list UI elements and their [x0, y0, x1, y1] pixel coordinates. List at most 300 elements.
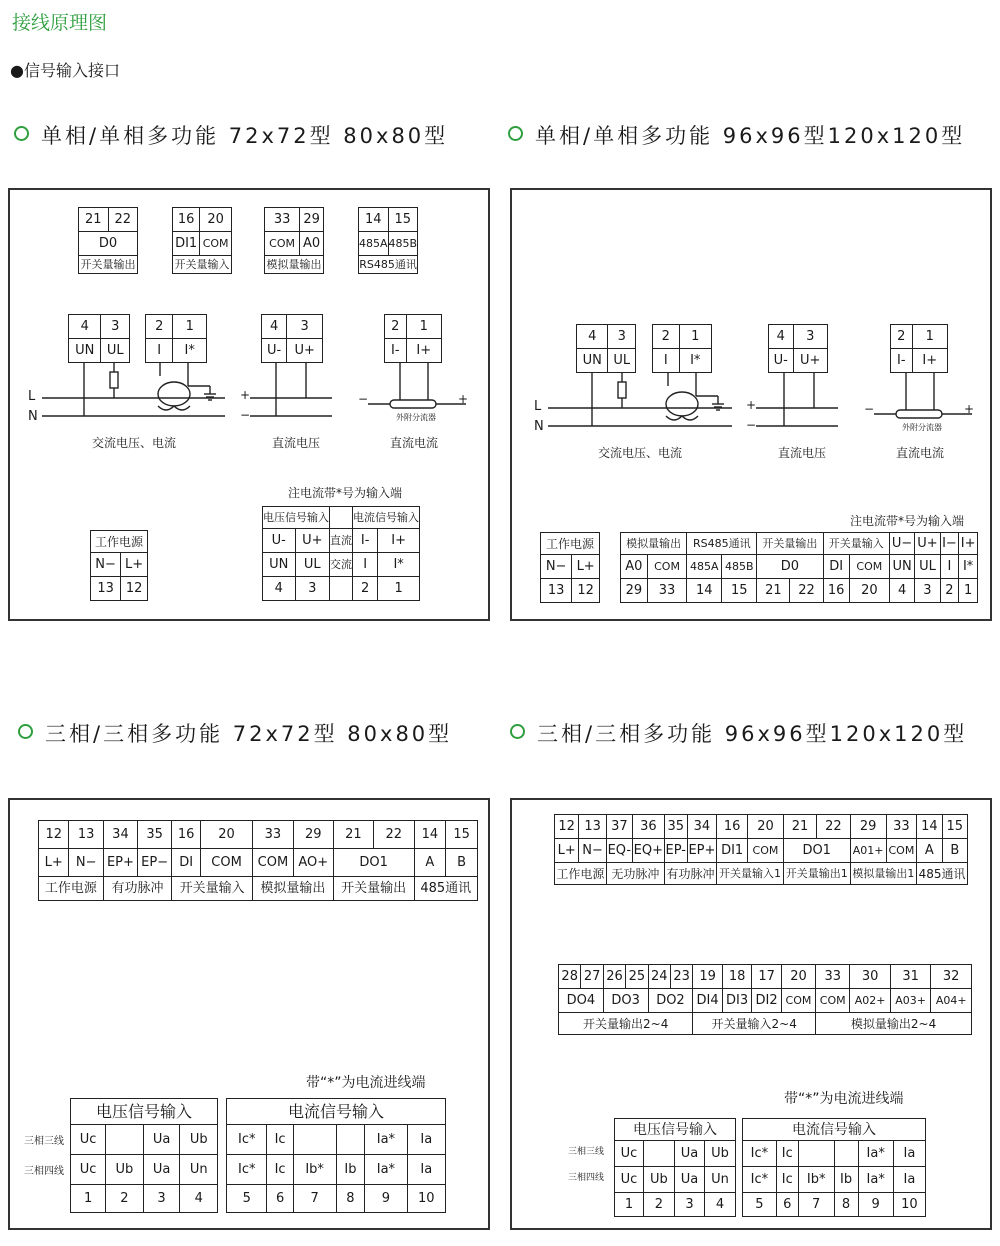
terminal-number: 1 [912, 325, 948, 349]
terminal-number: 12 [572, 579, 600, 603]
terminal-label: Ia* [858, 1141, 893, 1167]
terminal-label: I- [353, 529, 378, 553]
section-heading-4-text: 三相/三相多功能 96x96型120x120型 [537, 722, 968, 746]
signal-input-table [262, 506, 420, 601]
terminal-label: COM [781, 989, 815, 1013]
group-label: 开关量输入2~4 [693, 1013, 816, 1035]
terminal-label: DI2 [752, 989, 782, 1013]
terminal-label: Ia* [365, 1155, 407, 1185]
block-label: 模拟量输出 [265, 256, 324, 274]
caption-dc-voltage: 直流电压 [272, 436, 321, 450]
terminal-number: 20 [748, 815, 784, 839]
terminal-label: N− [69, 849, 103, 877]
circle-bullet-icon [510, 724, 525, 739]
caption-dc-voltage: 直流电压 [778, 446, 827, 460]
minus-label: − [864, 402, 875, 416]
terminal-number: 24 [648, 965, 670, 989]
terminal-label: 485A [359, 232, 389, 256]
terminal-label: U- [262, 339, 287, 363]
plus-label: + [240, 388, 251, 402]
terminal-number: 1 [406, 315, 442, 339]
mode-label: 直流 [330, 529, 353, 553]
voltage-input-table [614, 1118, 736, 1217]
terminal-label [336, 1125, 365, 1155]
terminal-number: 15 [722, 579, 757, 603]
panel-single-phase-96 [510, 188, 992, 621]
terminal-number: 4 [263, 577, 296, 601]
terminal-label: COM [200, 232, 232, 256]
terminal-label: UL [608, 349, 636, 373]
terminal-number: 6 [267, 1185, 293, 1213]
terminal-label: A03+ [890, 989, 931, 1013]
terminal-number: 8 [336, 1185, 365, 1213]
terminal-label: DO2 [648, 989, 693, 1013]
terminal-number: 12 [39, 821, 69, 849]
current-input-header: 电流信号输入 [353, 507, 420, 529]
terminal-number: 6 [776, 1193, 798, 1217]
terminal-number: 34 [103, 821, 137, 849]
terminal-label: I* [378, 553, 420, 577]
terminal-number: 12 [121, 577, 148, 601]
terminal-number: 21 [79, 208, 109, 232]
terminal-label: I− [940, 533, 959, 555]
terminal-label: EP- [664, 839, 687, 863]
terminal-label: 485B [722, 555, 757, 579]
terminal-label: UN [577, 349, 608, 373]
terminal-label: Ic [776, 1167, 798, 1193]
voltage-input-table [70, 1098, 218, 1213]
terminal-label: A0 [300, 232, 324, 256]
terminal-number: 21 [757, 579, 790, 603]
terminal-label: Uc [615, 1167, 644, 1193]
terminal-label: EP− [138, 849, 172, 877]
terminal-label: A02+ [850, 989, 891, 1013]
mode-label: 交流 [330, 553, 353, 577]
terminal-label: U- [769, 349, 794, 373]
terminal-number: 20 [200, 208, 232, 232]
terminal-number: 2 [146, 315, 173, 339]
terminal-number: 4 [705, 1193, 736, 1217]
terminal-label: COM [252, 849, 293, 877]
line-l-label: L [534, 399, 542, 414]
terminal-number: 32 [931, 965, 972, 989]
terminal-label: Ub [705, 1141, 736, 1167]
terminal-label: AO+ [293, 849, 333, 877]
terminal-label [293, 1125, 336, 1155]
terminal-label: L+ [555, 839, 579, 863]
terminal-label: L+ [39, 849, 69, 877]
terminal-label: COM [849, 555, 889, 579]
terminal-label: I+ [378, 529, 420, 553]
current-note: 注电流带*号为输入端 [850, 514, 965, 528]
group-label: 开关量输出1 [783, 863, 850, 885]
terminal-label [834, 1141, 858, 1167]
circle-bullet-icon [508, 126, 523, 141]
terminal-number: 13 [69, 821, 103, 849]
terminal-label: U+ [915, 533, 940, 555]
block-label: 开关量输入 [173, 256, 232, 274]
terminal-label: U- [263, 529, 296, 553]
terminal-number: 3 [143, 1185, 180, 1213]
plus-label: + [964, 402, 975, 416]
terminal-label: Ic [267, 1155, 293, 1185]
terminal-label: COM [201, 849, 253, 877]
terminal-number: 16 [173, 208, 200, 232]
terminal-number: 29 [293, 821, 333, 849]
terminal-label: N− [91, 553, 121, 577]
terminal-label: I- [891, 349, 913, 373]
group-label: 有功脉冲 [103, 877, 171, 901]
terminal-number: 13 [541, 579, 572, 603]
terminal-label: I* [679, 349, 711, 373]
shunt-label: 外附分流器 [396, 413, 436, 422]
terminal-number: 10 [893, 1193, 925, 1217]
current-note: 带“*”为电流进线端 [306, 1075, 426, 1091]
terminal-number: 22 [374, 821, 414, 849]
caption-dc-current: 直流电流 [390, 436, 439, 450]
terminal-label: Ia [407, 1155, 445, 1185]
voltage-input-header: 电压信号输入 [263, 507, 330, 529]
minus-label: − [358, 392, 369, 406]
terminal-label: Ua [674, 1167, 704, 1193]
current-note: 注电流带*号为输入端 [288, 486, 403, 500]
terminal-label: B [942, 839, 967, 863]
terminal-table-top [554, 814, 968, 885]
terminal-number: 30 [850, 965, 891, 989]
terminal-number: 3 [608, 325, 636, 349]
terminal-number: 23 [670, 965, 692, 989]
terminal-label: B [446, 849, 478, 877]
group-label: 模拟量输出1 [850, 863, 917, 885]
terminal-number: 2 [106, 1185, 143, 1213]
terminal-label: L+ [572, 555, 600, 579]
power-supply-table [540, 532, 600, 603]
panel-three-phase-96 [510, 798, 992, 1230]
terminal-label: COM [647, 555, 687, 579]
block-label: 开关量输出 [79, 256, 138, 274]
terminal-number: 20 [781, 965, 815, 989]
section-heading-4 [510, 718, 967, 748]
terminal-label: 485B [388, 232, 418, 256]
terminal-number: 3 [101, 315, 130, 339]
terminal-label: L+ [121, 553, 148, 577]
terminal-number: 20 [201, 821, 253, 849]
group-label: 开关量输入 [172, 877, 253, 901]
terminal-label: EP+ [103, 849, 137, 877]
terminal-label: Un [180, 1155, 218, 1185]
terminal-label: I+ [959, 533, 978, 555]
power-title: 工作电源 [541, 533, 600, 555]
terminal-label: Ic* [743, 1141, 777, 1167]
terminal-number: 27 [581, 965, 603, 989]
terminal-label: U− [889, 533, 914, 555]
terminal-number: 1 [173, 315, 207, 339]
terminal-number: 2 [385, 315, 407, 339]
line-l-label: L [28, 389, 36, 404]
terminal-label: Ia* [858, 1167, 893, 1193]
terminal-label: D0 [757, 555, 823, 579]
terminal-label: DO4 [559, 989, 604, 1013]
terminal-label: Ub [106, 1155, 143, 1185]
group-label: RS485通讯 [687, 533, 757, 555]
terminal-number: 16 [717, 815, 748, 839]
terminal-label: Ib* [293, 1155, 336, 1185]
terminal-label: EQ+ [632, 839, 664, 863]
block-label: RS485通讯 [359, 256, 418, 274]
row-label-3-wire: 三相三线 [568, 1147, 605, 1157]
terminal-number: 16 [823, 579, 849, 603]
terminal-number: 5 [227, 1185, 267, 1213]
terminal-number [330, 577, 353, 601]
terminal-number: 29 [300, 208, 324, 232]
terminal-label: Ia [893, 1141, 925, 1167]
terminal-label: N− [541, 555, 572, 579]
terminal-number: 2 [891, 325, 913, 349]
terminal-number: 37 [606, 815, 632, 839]
terminal-label: DO1 [783, 839, 850, 863]
terminal-label: UL [295, 553, 329, 577]
terminal-number: 2 [653, 325, 680, 349]
current-input-header: 电流信号输入 [743, 1119, 926, 1141]
panel-single-phase-72 [8, 188, 490, 621]
terminal-label: Ia* [365, 1125, 407, 1155]
terminal-number: 33 [886, 815, 917, 839]
page-title: 接线原理图 [12, 12, 108, 34]
terminal-number: 22 [108, 208, 138, 232]
terminal-label: UL [101, 339, 130, 363]
terminal-label: DO1 [333, 849, 414, 877]
minus-label: − [746, 418, 757, 432]
terminal-number: 1 [615, 1193, 644, 1217]
terminal-label: UN [263, 553, 296, 577]
terminal-number: 12 [555, 815, 579, 839]
section-heading-3 [18, 718, 452, 748]
caption-ac: 交流电压、电流 [92, 436, 177, 450]
terminal-number: 28 [559, 965, 581, 989]
terminal-number: 21 [333, 821, 373, 849]
terminal-number: 1 [378, 577, 420, 601]
terminal-number: 33 [252, 821, 293, 849]
row-label-4-wire: 三相四线 [568, 1173, 605, 1183]
row-label-4-wire: 三相四线 [24, 1166, 64, 1177]
section-heading-3-text: 三相/三相多功能 72x72型 80x80型 [45, 722, 453, 746]
terminal-label: Uc [71, 1125, 106, 1155]
terminal-number: 13 [579, 815, 607, 839]
terminal-number: 4 [180, 1185, 218, 1213]
section-heading-2 [508, 120, 965, 150]
terminal-number: 4 [69, 315, 101, 339]
terminal-number: 22 [817, 815, 850, 839]
minus-label: − [240, 408, 251, 422]
terminal-number: 7 [293, 1185, 336, 1213]
terminal-label: UN [889, 555, 914, 579]
terminal-number: 1 [959, 579, 978, 603]
terminal-label: Uc [615, 1141, 644, 1167]
terminal-label: I+ [406, 339, 442, 363]
terminal-label: I+ [912, 349, 948, 373]
terminal-label: U+ [793, 349, 828, 373]
current-input-table [742, 1118, 926, 1217]
terminal-number: 25 [626, 965, 648, 989]
terminal-number: 3 [287, 315, 323, 339]
power-title: 工作电源 [91, 531, 148, 553]
terminal-label: EQ- [606, 839, 632, 863]
terminal-number: 18 [722, 965, 752, 989]
terminal-label: Ua [143, 1155, 180, 1185]
terminal-number: 4 [577, 325, 608, 349]
group-label: 开关量输出2~4 [559, 1013, 693, 1035]
terminal-table [38, 820, 478, 901]
voltage-input-header: 电压信号输入 [71, 1099, 218, 1125]
terminal-label: Ub [644, 1167, 675, 1193]
terminal-number: 9 [858, 1193, 893, 1217]
group-label: 开关量输出 [333, 877, 414, 901]
terminal-label: Ua [143, 1125, 180, 1155]
terminal-number: 15 [446, 821, 478, 849]
section-heading-1 [14, 120, 448, 150]
current-note: 带“*”为电流进线端 [784, 1091, 904, 1107]
terminal-label: Ib [336, 1155, 365, 1185]
terminal-number: 31 [890, 965, 931, 989]
terminal-label: Ia [407, 1125, 445, 1155]
terminal-number: 16 [172, 821, 201, 849]
terminal-label: DI1 [717, 839, 748, 863]
terminal-label: U+ [287, 339, 323, 363]
caption-dc-current: 直流电流 [896, 446, 945, 460]
group-label: 模拟量输出 [252, 877, 333, 901]
terminal-label: N− [579, 839, 607, 863]
terminal-number: 29 [850, 815, 886, 839]
terminal-label [106, 1125, 143, 1155]
terminal-label: A [917, 839, 942, 863]
group-label: 485通讯 [917, 863, 968, 885]
panel-three-phase-72 [8, 798, 490, 1230]
terminal-label: Ic* [743, 1167, 777, 1193]
terminal-label: D0 [79, 232, 138, 256]
terminal-label: A [414, 849, 446, 877]
terminal-label: A04+ [931, 989, 972, 1013]
group-label: 有功脉冲 [664, 863, 716, 885]
group-label: 开关量输入1 [717, 863, 784, 885]
terminal-table-middle [558, 964, 972, 1035]
terminal-number: 5 [743, 1193, 777, 1217]
terminal-label: UN [69, 339, 101, 363]
terminal-number: 1 [71, 1185, 106, 1213]
terminal-label [644, 1141, 675, 1167]
terminal-label: A01+ [850, 839, 886, 863]
terminal-number: 4 [769, 325, 794, 349]
terminal-label: DI [172, 849, 201, 877]
terminal-label: Ib [834, 1167, 858, 1193]
page-subtitle: ●信号输入接口 [10, 61, 120, 80]
caption-ac: 交流电压、电流 [598, 446, 683, 460]
shunt-label: 外附分流器 [902, 423, 942, 432]
terminal-label: UL [915, 555, 940, 579]
terminal-label: DI [823, 555, 849, 579]
terminal-number: 20 [849, 579, 889, 603]
terminal-label: U+ [295, 529, 329, 553]
terminal-label: Ic* [227, 1155, 267, 1185]
terminal-label: I* [173, 339, 207, 363]
terminal-label: EP+ [687, 839, 717, 863]
terminal-number: 10 [407, 1185, 445, 1213]
group-label: 开关量输出 [757, 533, 823, 555]
terminal-label: Ub [180, 1125, 218, 1155]
section-heading-1-text: 单相/单相多功能 72x72型 80x80型 [41, 124, 449, 148]
terminal-label: Ic* [227, 1125, 267, 1155]
terminal-number: 15 [388, 208, 418, 232]
terminal-label: Ic [776, 1141, 798, 1167]
terminal-label: Ia [893, 1167, 925, 1193]
power-supply-table [90, 530, 148, 601]
terminal-number: 33 [816, 965, 850, 989]
voltage-input-header: 电压信号输入 [615, 1119, 736, 1141]
terminal-label: DI3 [722, 989, 752, 1013]
terminal-label: DI1 [173, 232, 200, 256]
terminal-label: I- [385, 339, 407, 363]
terminal-number: 19 [693, 965, 723, 989]
terminal-number: 17 [752, 965, 782, 989]
terminal-number: 14 [359, 208, 389, 232]
terminal-number: 3 [793, 325, 828, 349]
terminal-number: 15 [942, 815, 967, 839]
terminal-number: 21 [783, 815, 816, 839]
terminal-number: 8 [834, 1193, 858, 1217]
terminal-number: 2 [353, 577, 378, 601]
group-label: 485通讯 [414, 877, 478, 901]
terminal-label: I [940, 555, 959, 579]
terminal-label: A0 [621, 555, 648, 579]
group-label: 模拟量输出 [621, 533, 687, 555]
circle-bullet-icon [18, 724, 33, 739]
terminal-number: 2 [644, 1193, 675, 1217]
terminal-label: I [146, 339, 173, 363]
current-input-table [226, 1098, 446, 1213]
terminal-label: I [353, 553, 378, 577]
terminal-label: COM [748, 839, 784, 863]
terminal-label: I [653, 349, 680, 373]
plus-label: + [458, 392, 469, 406]
terminal-label: Ua [674, 1141, 704, 1167]
terminal-label: COM [265, 232, 300, 256]
terminal-number: 35 [138, 821, 172, 849]
terminal-label: Ib* [798, 1167, 834, 1193]
terminal-number: 13 [91, 577, 121, 601]
terminal-number: 1 [679, 325, 711, 349]
terminal-label: Un [705, 1167, 736, 1193]
terminal-number: 29 [621, 579, 648, 603]
terminal-label: 485A [687, 555, 722, 579]
terminal-label: DI4 [693, 989, 723, 1013]
terminal-number: 3 [915, 579, 940, 603]
circle-bullet-icon [14, 126, 29, 141]
terminal-number: 26 [603, 965, 625, 989]
terminal-label: Ic [267, 1125, 293, 1155]
terminal-number: 22 [790, 579, 823, 603]
terminal-number: 14 [917, 815, 942, 839]
line-n-label: N [28, 409, 38, 424]
group-label: 工作电源 [555, 863, 607, 885]
terminal-number: 33 [265, 208, 300, 232]
group-label: 无功脉冲 [606, 863, 664, 885]
terminal-number: 2 [940, 579, 959, 603]
terminal-label [798, 1141, 834, 1167]
terminal-number: 9 [365, 1185, 407, 1213]
plus-label: + [746, 398, 757, 412]
terminal-number: 14 [687, 579, 722, 603]
terminal-number: 36 [632, 815, 664, 839]
terminal-number: 3 [674, 1193, 704, 1217]
